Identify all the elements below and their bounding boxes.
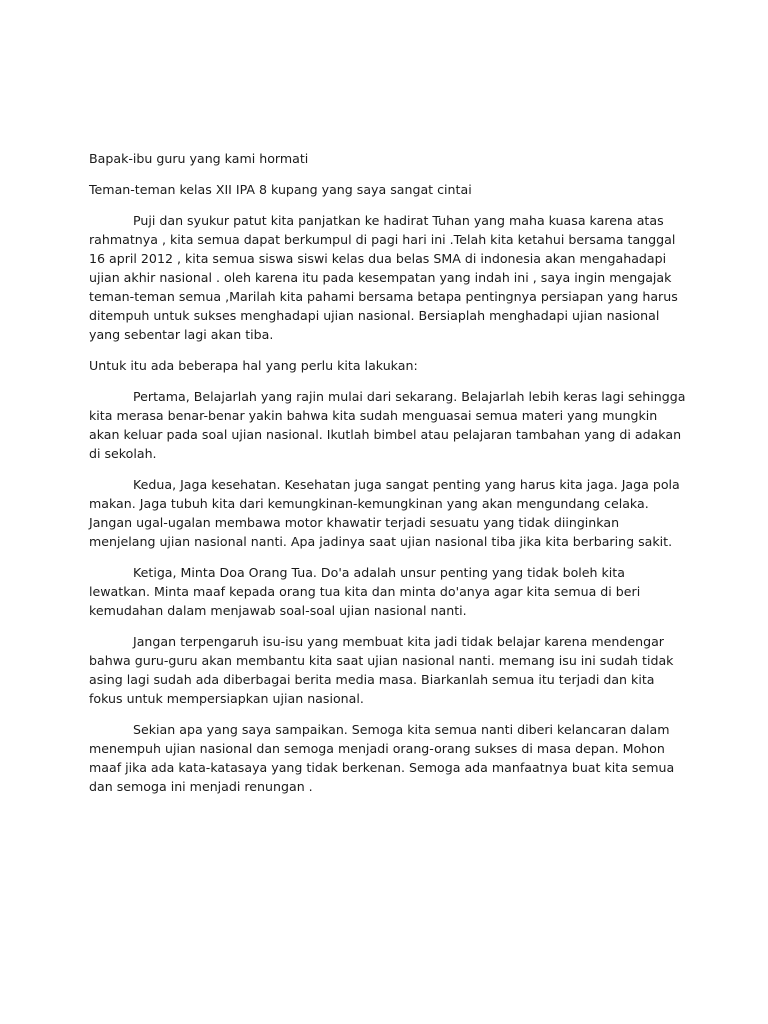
speech-text — [89, 149, 689, 808]
paragraph-rumors: Jangan terpengaruh isu-isu yang membuat kita jadi tidak belajar karena mendengar bahwa guru-guru akan membantu kita saat ujian nasional nanti. memang isu ini sudah tidak asing lagi sudah ada diberbagai berita media masa. Biarkanlah semua itu terjadi dan kita fokus untuk mempersiapkan ujian nasional. — [89, 634, 674, 706]
paragraph-lead: Untuk itu ada beberapa hal yang perlu kita lakukan: — [89, 358, 418, 373]
paragraph-opening: Puji dan syukur patut kita panjatkan ke hadirat Tuhan yang maha kuasa karena atas rahmatnya , kita semua dapat berkumpul di pagi hari ini .Telah kita ketahui bersama tanggal 16 april 2012 , kita semua siswa siswi kelas dua belas SMA di indonesia akan mengahadapi ujian akhir nasional . oleh karena itu pada kesempatan yang indah ini , saya ingin mengajak teman-teman semua ,Marilah kita pahami bersama betapa pentingnya persiapan yang harus ditempuh untuk sukses menghadapi ujian nasional. Bersiaplah menghadapi ujian nasional yang sebentar lagi akan tiba. — [89, 213, 678, 342]
paragraph-third-point: Ketiga, Minta Doa Orang Tua. Do'a adalah unsur penting yang tidak boleh kita lewatkan. Minta maaf kepada orang tua kita dan minta do'anya agar kita semua di beri kemudahan dalam menjawab soal-soal ujian nasional nanti. — [89, 565, 641, 618]
paragraph-closing: Sekian apa yang saya sampaikan. Semoga kita semua nanti diberi kelancaran dalam menempuh ujian nasional dan semoga menjadi orang-orang sukses di masa depan. Mohon maaf jika ada kata-katasaya yang tidak berkenan. Semoga ada manfaatnya buat kita semua dan semoga ini menjadi renungan . — [89, 722, 675, 794]
paragraph-second-point: Kedua, Jaga kesehatan. Kesehatan juga sangat penting yang harus kita jaga. Jaga pola makan. Jaga tubuh kita dari kemungkinan-kemungkinan yang akan mengundang celaka. Jangan ugal-ugalan membawa motor khawatir terjadi sesuatu yang tidak diinginkan menjelang ujian nasional nanti. Apa jadinya saat ujian nasional tiba jika kita berbaring sakit. — [89, 477, 680, 549]
paragraph-first-point: Pertama, Belajarlah yang rajin mulai dari sekarang. Belajarlah lebih keras lagi sehingga kita merasa benar-benar yakin bahwa kita sudah menguasai semua materi yang mungkin akan keluar pada soal ujian nasional. Ikutlah bimbel atau pelajaran tambahan yang di adakan di sekolah. — [89, 389, 686, 461]
greeting-teachers: Bapak-ibu guru yang kami hormati — [89, 151, 309, 166]
greeting-classmates: Teman-teman kelas XII IPA 8 kupang yang saya sangat cintai — [89, 182, 472, 197]
